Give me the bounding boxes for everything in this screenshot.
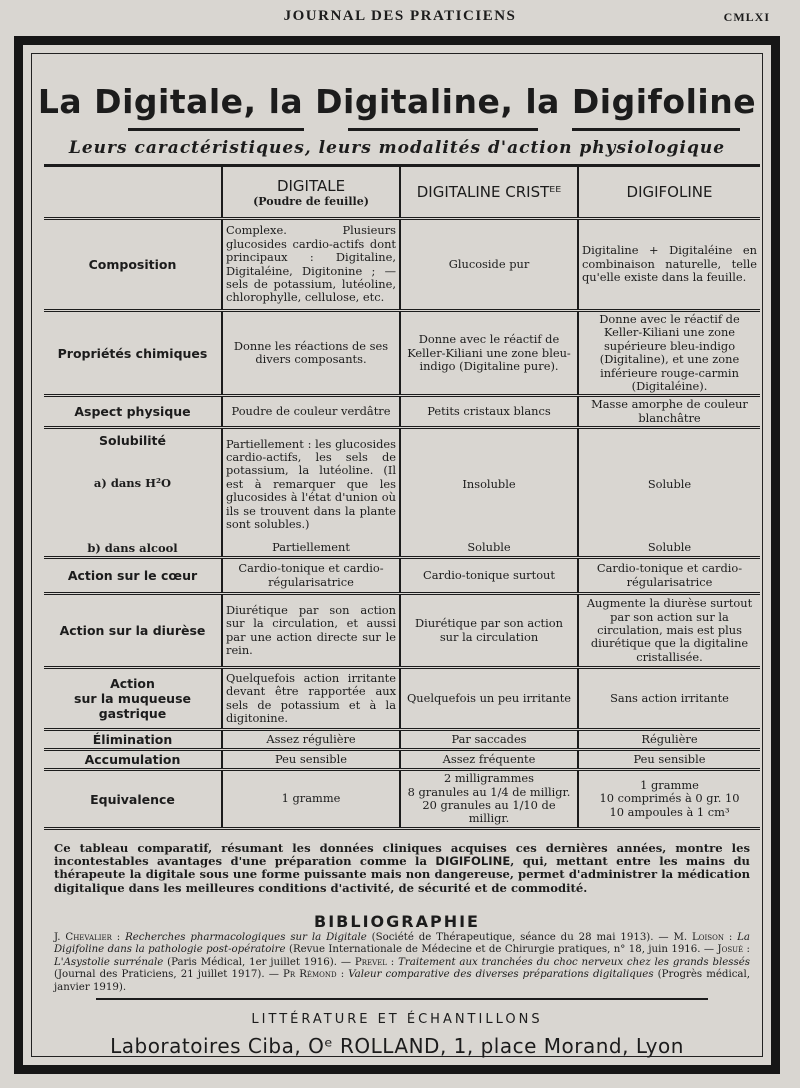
- cell-digitale: Complexe. Plusieurs glucosides cardio-actifs dont principaux : Digitaline, Digitaléine, Digitonine ; — sels de potassium, lutéoline, chlorophylle, cellulose, etc.: [222, 219, 400, 311]
- conclusion-paragraph: [54, 842, 750, 895]
- cell-digifoline: Peu sensible: [578, 750, 760, 770]
- table-row: [44, 219, 760, 311]
- footer-tagline: LITTÉRATURE ET ÉCHANTILLONS: [251, 1012, 543, 1027]
- ref-source: (Société de Thérapeutique, séance du 28 mai 1913). —: [371, 932, 674, 943]
- ref-source: (Paris Médical, 1er juillet 1916). —: [167, 956, 355, 968]
- column-name: DIGITALE: [276, 176, 346, 195]
- ref-author: Prevel: [354, 956, 387, 968]
- row-label: Propriétés chimiques: [44, 311, 222, 396]
- cell-digitaline: Glucoside pur: [400, 219, 578, 311]
- conclusion-text: , qui, mettant entre les mains du thérapeute la digitale sous une forme puissante mais non dangereuse, permet d'administrer la médication digitalique dans les meilleures conditions d'activité, de sécurité et de commodité.: [54, 854, 750, 895]
- cell-digifoline: Masse amorphe de couleur blanchâtre: [578, 396, 760, 428]
- table-row: [44, 540, 760, 558]
- row-label-muqueuse: [44, 668, 222, 730]
- brand-name: DIGIFOLINE: [435, 854, 511, 869]
- cell-digitaline: Assez fréquente: [400, 750, 578, 770]
- ref-source: (Journal des Praticiens, 21 juillet 1917). —: [54, 969, 283, 981]
- cell-digifoline: Digitaline + Digitaléine en combinaison naturelle, telle qu'elle existe dans la feuille.: [578, 219, 760, 311]
- bibliography-heading: BIBLIOGRAPHIE: [314, 912, 480, 931]
- cell-digitale: Quelquefois action irritante devant être rapportée aux sels de potassium et à la digitonine.: [222, 668, 400, 730]
- title-underline: [348, 128, 538, 131]
- cell-digitaline: Quelquefois un peu irritante: [400, 668, 578, 730]
- row-label: sur la muqueuse gastrique: [74, 691, 191, 722]
- dose-line: 10 comprimés à 0 gr. 10: [599, 791, 740, 806]
- ref-title: Recherches pharmacologiques sur la Digitale: [125, 932, 367, 943]
- table-row: [44, 594, 760, 668]
- table-row: [44, 428, 760, 540]
- title-underline: [128, 128, 304, 131]
- cell-digitaline: Soluble: [400, 540, 578, 558]
- cell-digitaline: Par saccades: [400, 730, 578, 750]
- cell-digitale: Diurétique par son action sur la circulation, et aussi par une action directe sur le rein.: [222, 594, 400, 668]
- ref-title: L'Asystolie surrénale: [54, 956, 164, 968]
- bibliography-text: J. Chevalier : Recherches pharmacologiques sur la Digitale (Société de Thérapeutique, séance du 28 mai 1913). — M. Loison : La Digifoline dans la pathologie post-opératoire (Revue Internationale de Médecine et de Chirurgie pratiques, n° 18, juin 1916. — Josué : L'Asystolie surrénale (Paris Médical, 1er juillet 1916). — Prevel : Traitement aux tranchées du choc nerveux chez les grands blessés (Journal des Praticiens, 21 juillet 1917). — Pr Rémond : Valeur comparative des diverses préparations digitaliques (Progrès médical, janvier 1919).: [54, 932, 750, 993]
- advertisement-frame: [14, 36, 780, 1074]
- advertisement-inner-border: [31, 53, 763, 1057]
- ref-title: Valeur comparative des diverses préparations digitaliques: [348, 969, 654, 981]
- table-row: [44, 750, 760, 770]
- cell-digitaline: Diurétique par son action sur la circulation: [400, 594, 578, 668]
- table-row: [44, 668, 760, 730]
- laboratory-address: Laboratoires Ciba, Oᵉ ROLLAND, 1, place Morand, Lyon: [110, 1034, 684, 1058]
- row-label: Aspect physique: [44, 396, 222, 428]
- ref-author: Pr Rémond: [282, 969, 337, 981]
- ref-source: (Progrès médical, janvier 1919).: [54, 969, 750, 993]
- dose-line: 1 gramme: [640, 777, 699, 792]
- column-header-digitaline: [400, 166, 578, 219]
- cell-digitale: Poudre de couleur verdâtre: [222, 396, 400, 428]
- cell-digifoline: Régulière: [578, 730, 760, 750]
- row-label: Solubilité: [98, 433, 167, 449]
- table-header-row: [44, 166, 760, 219]
- cell-digitale: Peu sensible: [222, 750, 400, 770]
- table-row: [44, 730, 760, 750]
- cell-digitale: Partiellement: [222, 540, 400, 558]
- ref-author: J. Chevalier: [54, 932, 112, 943]
- page-subtitle: Leurs caractéristiques, leurs modalités d'action physiologique: [68, 138, 726, 158]
- page-number: CMLXI: [723, 10, 770, 24]
- cell-digitaline: [400, 770, 578, 829]
- page-title: La Digitale, la Digitaline, la Digifoline: [37, 82, 757, 121]
- cell-digifoline: Augmente la diurèse surtout par son action sur la circulation, mais est plus diurétique que la digitaline cristallisée.: [578, 594, 760, 668]
- cell-digitaline: Cardio-tonique surtout: [400, 558, 578, 594]
- dose-line: 2 milligrammes: [444, 771, 534, 786]
- row-label: Action: [110, 676, 155, 692]
- conclusion-text: Ce tableau comparatif, résumant les données cliniques acquises ces dernières années, montre les incontestables avantages d'une préparation comme la: [54, 841, 750, 869]
- table-row: [44, 311, 760, 396]
- row-label: Equivalence: [44, 770, 222, 829]
- table-row: [44, 396, 760, 428]
- column-name: DIGIFOLINE: [626, 183, 713, 201]
- title-underline: [572, 128, 740, 131]
- dose-line: 10 ampoules à 1 cm³: [609, 804, 730, 819]
- cell-digitale: Donne les réactions de ses divers composants.: [222, 311, 400, 396]
- row-sublabel-eau: a) dans H²O: [93, 476, 172, 491]
- cell-digifoline: Soluble: [578, 540, 760, 558]
- cell-digitaline: Donne avec le réactif de Keller-Kiliani une zone bleu-indigo (Digitaline pure).: [400, 311, 578, 396]
- cell-digitale: Assez régulière: [222, 730, 400, 750]
- cell-digifoline: Soluble: [578, 428, 760, 540]
- cell-digitale: 1 gramme: [222, 770, 400, 829]
- column-subtitle: (Poudre de feuille): [253, 194, 369, 208]
- divider: [96, 998, 708, 1000]
- ref-title: Traitement aux tranchées du choc nerveux chez les grands blessés: [398, 956, 750, 968]
- cell-digifoline: Donne avec le réactif de Keller-Kiliani une zone supérieure bleu-indigo (Digitaline), et une zone inférieure rouge-carmin (Digitaléine).: [578, 311, 760, 396]
- table-row: [44, 558, 760, 594]
- comparison-table: [44, 164, 760, 830]
- cell-digitaline: Petits cristaux blancs: [400, 396, 578, 428]
- dose-line: 20 granules au 1/10 de milligr.: [422, 798, 556, 826]
- cell-digitale: Cardio-tonique et cardio-régularisatrice: [222, 558, 400, 594]
- column-header-digitale: [222, 166, 400, 219]
- row-label-solubilite: [44, 428, 222, 540]
- ref-author: Josué: [717, 944, 744, 956]
- table-row: [44, 770, 760, 829]
- header-empty: [44, 166, 222, 219]
- cell-digifoline: Cardio-tonique et cardio-régularisatrice: [578, 558, 760, 594]
- row-label: Élimination: [44, 730, 222, 750]
- column-name: DIGITALINE CRISTᴱᴱ: [416, 183, 562, 201]
- column-header-digifoline: [578, 166, 760, 219]
- ref-title: La Digifoline dans la pathologie post-opératoire: [54, 932, 750, 956]
- cell-digifoline: Sans action irritante: [578, 668, 760, 730]
- cell-digitaline: Insoluble: [400, 428, 578, 540]
- journal-name: JOURNAL DES PRATICIENS: [283, 8, 517, 24]
- ref-author: M. Loison: [673, 932, 724, 943]
- running-head: [0, 0, 800, 34]
- row-label: Composition: [44, 219, 222, 311]
- dose-line: 8 granules au 1/4 de milligr.: [407, 784, 571, 799]
- cell-digifoline: [578, 770, 760, 829]
- row-label: Action sur la diurèse: [44, 594, 222, 668]
- row-label: Action sur le cœur: [44, 558, 222, 594]
- row-label: Accumulation: [44, 750, 222, 770]
- ref-source: (Revue Internationale de Médecine et de Chirurgie pratiques, n° 18, juin 1916. —: [288, 944, 718, 956]
- cell-digitale: Partiellement : les glucosides cardio-actifs, les sels de potassium, la lutéoline. (Il est à remarquer que les glucosides à l'état d'union où ils se trouvent dans la plante sont solubles.): [222, 428, 400, 540]
- row-sublabel-alcool: b) dans alcool: [44, 540, 222, 558]
